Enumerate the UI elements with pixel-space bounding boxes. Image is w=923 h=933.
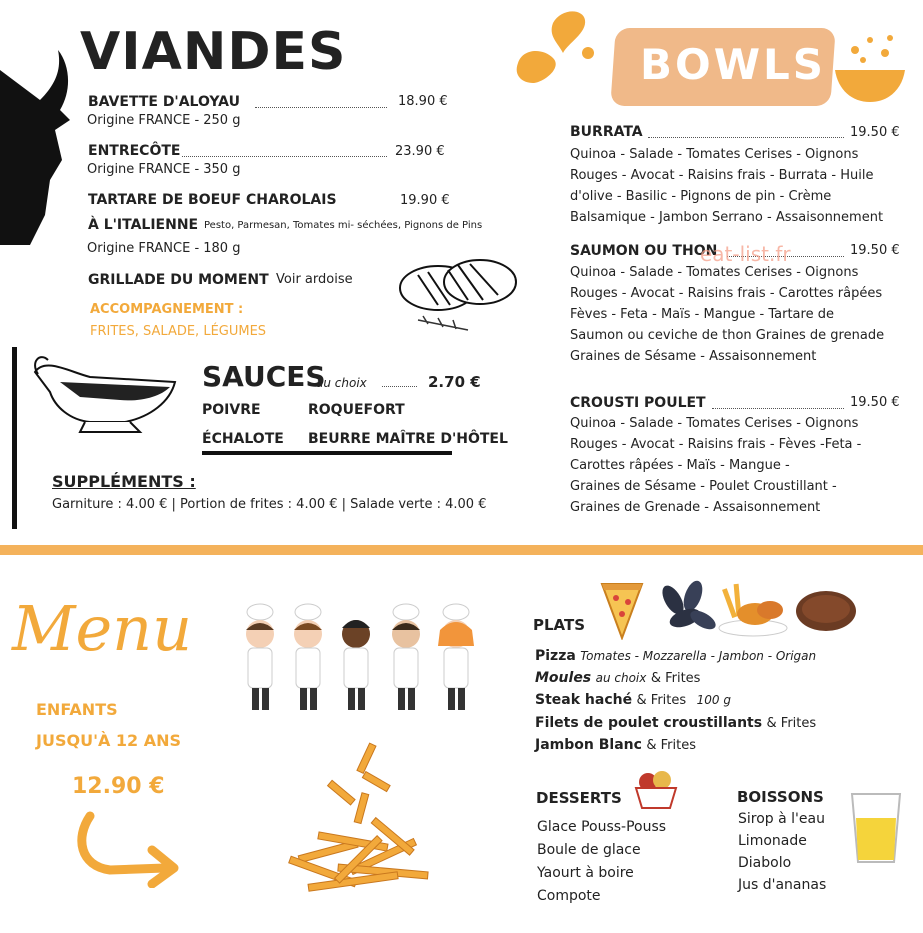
bowl-crousti-price: 19.50 € bbox=[850, 395, 900, 410]
desserts-title: DESSERTS bbox=[536, 789, 622, 807]
boisson-item: Diabolo bbox=[738, 855, 792, 871]
menu-subtitle-enfants: ENFANTS bbox=[36, 700, 118, 719]
boisson-item: Jus d'ananas bbox=[738, 877, 827, 893]
bowl-saumon-desc: Quinoa - Salade - Tomates Cerises - Oignons Rouges - Avocat - Raisins frais - Carottes râpées Fèves - Feta - Maïs - Mangue - Tartare de Saumon ou ceviche de thon Graines de grenade Graines de Sésame - Assaisonnement bbox=[570, 265, 885, 364]
gravy-boat-icon bbox=[30, 352, 182, 434]
sauce-roquefort: ROQUEFORT bbox=[308, 402, 405, 418]
grillade-name: GRILLADE DU MOMENT bbox=[88, 272, 269, 288]
ice-cream-icon bbox=[632, 768, 680, 812]
sauces-choice: au choix bbox=[316, 376, 367, 390]
burger-patty-icon bbox=[795, 588, 857, 634]
boisson-item: Limonade bbox=[738, 833, 807, 849]
dessert-item: Compote bbox=[537, 888, 601, 904]
grillade-note: Voir ardoise bbox=[276, 272, 353, 287]
accompagnement-title: ACCOMPAGNEMENT : bbox=[90, 302, 244, 317]
boissons-title: BOISSONS bbox=[737, 788, 824, 806]
item-bavette-price: 18.90 € bbox=[398, 94, 448, 109]
viandes-title: VIANDES bbox=[80, 22, 347, 82]
item-bavette-name: BAVETTE D'ALOYAU bbox=[88, 94, 240, 110]
sauce-echalote: ÉCHALOTE bbox=[202, 431, 284, 447]
juice-glass-icon bbox=[848, 790, 904, 865]
plat-filets: Filets de poulet croustillants & Frites bbox=[535, 715, 817, 731]
accompagnement-text: FRITES, SALADE, LÉGUMES bbox=[90, 324, 267, 339]
item-bavette-origin: Origine FRANCE - 250 g bbox=[87, 113, 241, 128]
bowl-crousti-name: CROUSTI POULET bbox=[570, 395, 706, 411]
bowl-crousti-desc: Quinoa - Salade - Tomates Cerises - Oignons Rouges - Avocat - Raisins frais - Fèves -Feta - Carottes râpées - Maïs - Mangue - Graines de Sésame - Poulet Croustillant - Graines de Grenade - Assaisonnement bbox=[570, 416, 862, 515]
plat-pizza: Pizza Tomates - Mozzarella - Jambon - Origan bbox=[535, 648, 817, 664]
bowl-saumon-name: SAUMON OU THON bbox=[570, 243, 718, 259]
plat-steak: Steak haché & Frites 100 g bbox=[535, 692, 731, 708]
plat-moules: Moules au choix & Frites bbox=[535, 670, 701, 686]
item-entrecote-name: ENTRECÔTE bbox=[88, 143, 181, 159]
bowl-burrata-desc: Quinoa - Salade - Tomates Cerises - Oignons Rouges - Avocat - Raisins frais - Burrata - Huile d'olive - Basilic - Pignons de pin - Crème Balsamique - Jambon Serrano - Assaisonnement bbox=[570, 147, 884, 225]
pizza-icon bbox=[600, 578, 644, 640]
chefs-kids-icon bbox=[238, 602, 483, 717]
item-tartare-name: TARTARE DE BOEUF CHAROLAIS bbox=[88, 192, 337, 208]
item-tartare-name2: À L'ITALIENNE bbox=[88, 217, 199, 233]
curved-arrow-icon bbox=[70, 808, 185, 888]
sauce-poivre: POIVRE bbox=[202, 402, 261, 418]
supplements-title: SUPPLÉMENTS : bbox=[52, 472, 196, 491]
item-tartare-price: 19.90 € bbox=[400, 193, 450, 208]
sauce-beurre: BEURRE MAÎTRE D'HÔTEL bbox=[308, 431, 508, 447]
bowl-burrata-price: 19.50 € bbox=[850, 125, 900, 140]
plats-title: PLATS bbox=[533, 616, 586, 634]
item-tartare-details: Pesto, Parmesan, Tomates mi- séchées, Pignons de Pins bbox=[204, 220, 483, 231]
bowl-icon bbox=[830, 28, 910, 106]
dessert-item: Yaourt à boire bbox=[537, 865, 634, 881]
sauces-underline bbox=[202, 451, 452, 455]
menu-subtitle-age: JUSQU'À 12 ANS bbox=[36, 731, 182, 750]
plat-jambon: Jambon Blanc & Frites bbox=[535, 737, 697, 753]
item-entrecote-origin: Origine FRANCE - 350 g bbox=[87, 162, 241, 177]
section-divider bbox=[0, 545, 923, 555]
steak-illustration-icon bbox=[398, 250, 523, 340]
dessert-item: Glace Pouss-Pouss bbox=[537, 819, 667, 835]
desserts-list bbox=[537, 816, 666, 908]
supplements-text: Garniture : 4.00 € | Portion de frites : 4.00 € | Salade verte : 4.00 € bbox=[52, 497, 487, 512]
boisson-item: Sirop à l'eau bbox=[738, 811, 825, 827]
bowl-saumon-price: 19.50 € bbox=[850, 243, 900, 258]
bowl-burrata-name: BURRATA bbox=[570, 124, 643, 140]
menu-script-title: Menu bbox=[12, 592, 193, 665]
item-tartare-origin: Origine FRANCE - 180 g bbox=[87, 241, 241, 256]
menu-price: 12.90 € bbox=[72, 774, 165, 799]
boissons-list bbox=[738, 808, 826, 896]
bowls-title: BOWLS bbox=[640, 40, 827, 89]
bull-head-icon bbox=[0, 30, 80, 245]
sauces-title: SAUCES bbox=[202, 360, 326, 393]
splash-icon bbox=[513, 8, 608, 93]
sauces-border bbox=[12, 347, 17, 529]
sauces-price: 2.70 € bbox=[428, 373, 481, 391]
fried-chicken-icon bbox=[715, 580, 790, 638]
fries-icon bbox=[278, 738, 448, 898]
mussels-icon bbox=[655, 580, 717, 636]
dessert-item: Boule de glace bbox=[537, 842, 641, 858]
item-entrecote-price: 23.90 € bbox=[395, 144, 445, 159]
watermark: eat-list.fr bbox=[700, 242, 791, 266]
